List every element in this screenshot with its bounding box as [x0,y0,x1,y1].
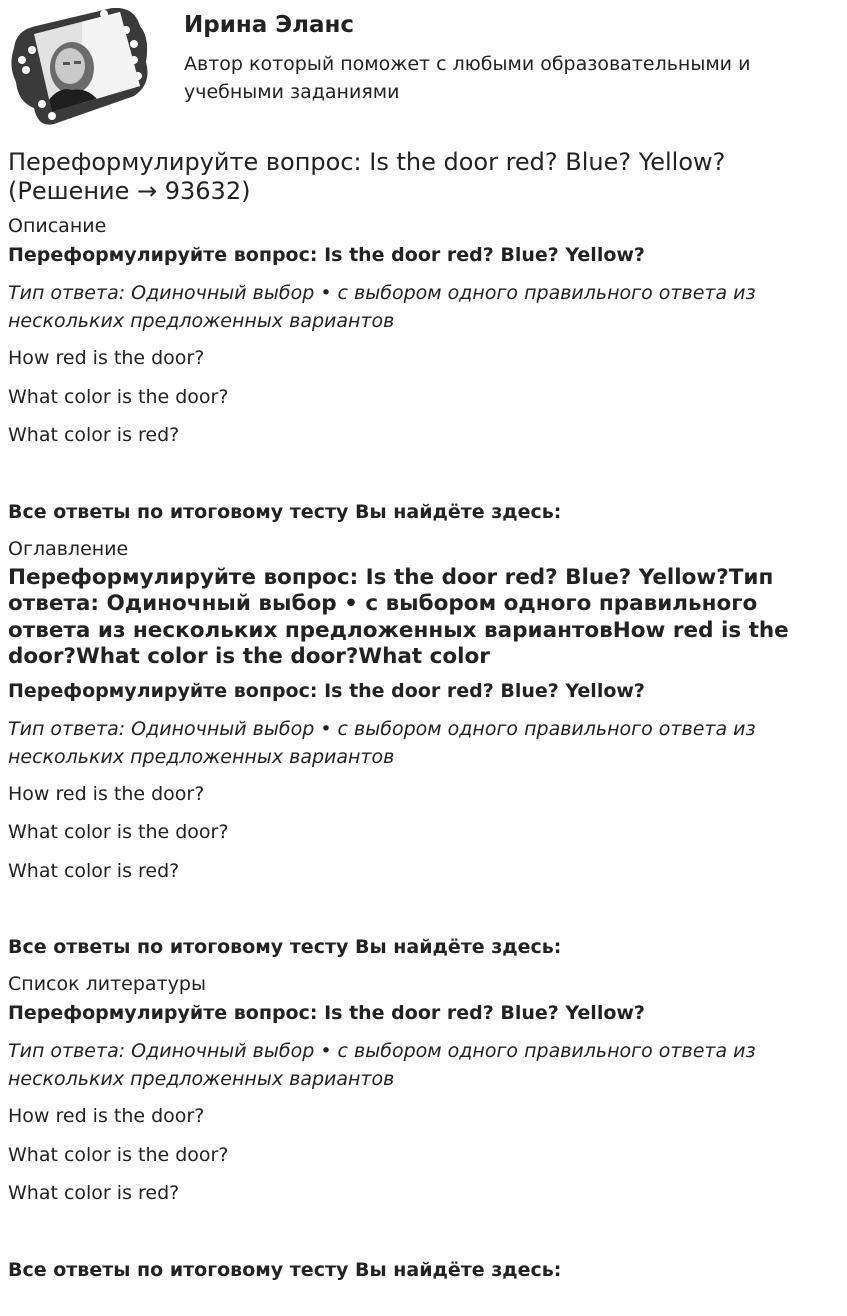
section-table-of-contents [8,537,838,961]
section-label: Оглавление [8,537,129,560]
section-references [8,972,838,1283]
answer-option: How red is the door? [8,347,205,369]
answer-type: Тип ответа: Одиночный выбор • с выбором одного правильного ответа из нескольких предложенных вариантов [8,717,756,768]
answer-option: How red is the door? [8,1105,205,1127]
answer-type: Тип ответа: Одиночный выбор • с выбором одного правильного ответа из нескольких предложенных вариантов [8,1040,756,1090]
answer-option: What color is red? [8,1182,180,1204]
section-label: Описание [8,215,107,237]
author-header [0,0,847,140]
all-answers-link[interactable]: Все ответы по итоговому тесту Вы найдёте здесь: [8,1258,562,1281]
section-label: Список литературы [8,973,206,995]
answer-option: What color is the door? [8,385,229,408]
toc-heading: Переформулируйте вопрос: Is the door red? Blue? Yellow?Тип ответа: Одиночный выбор • с выбором одного правильного ответа из нескольких предложенных вариантовHow red is the door?What color is the door?What color [8,564,789,669]
all-answers-link[interactable]: Все ответы по итоговому тесту Вы найдёте здесь: [8,500,562,523]
answer-type: Тип ответа: Одиночный выбор • с выбором одного правильного ответа из нескольких предложенных вариантов [8,282,756,332]
answer-option: How red is the door? [8,782,205,805]
author-avatar [8,8,150,126]
author-description: Автор который поможет с любыми образовательными и учебными заданиями [184,53,751,103]
answer-option: What color is red? [8,859,180,882]
question-title: Переформулируйте вопрос: Is the door red? Blue? Yellow? [8,244,645,266]
answer-option: What color is the door? [8,1143,229,1166]
all-answers-link[interactable]: Все ответы по итоговому тесту Вы найдёте здесь: [8,936,562,958]
question-title: Переформулируйте вопрос: Is the door red? Blue? Yellow? [8,1002,645,1024]
section-description [8,214,838,525]
author-name: Ирина Эланс [184,12,355,38]
question-title: Переформулируйте вопрос: Is the door red? Blue? Yellow? [8,679,645,702]
main-content [8,148,838,1295]
answer-option: What color is red? [8,424,180,446]
answer-option: What color is the door? [8,821,229,843]
page-title: Переформулируйте вопрос: Is the door red? Blue? Yellow? (Решение → 93632) [8,148,726,205]
